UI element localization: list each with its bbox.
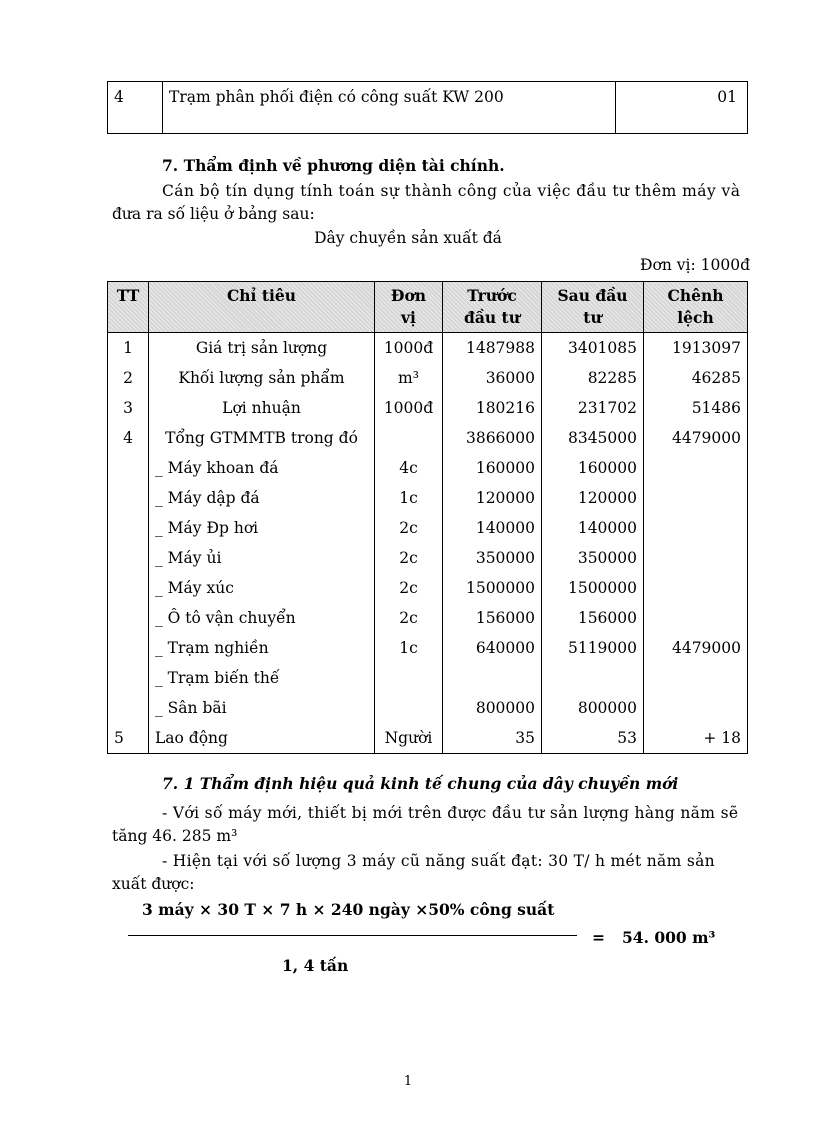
cell-unit: 1c	[375, 633, 443, 663]
cell-name: Giá trị sản lượng	[149, 333, 375, 364]
cell-name: _ Máy ủi	[149, 543, 375, 573]
equipment-table-fragment	[107, 81, 748, 134]
item-description: Trạm phân phối điện có công suất KW 200	[163, 82, 616, 134]
cell-diff	[644, 453, 748, 483]
formula-denominator: 1, 4 tấn	[282, 956, 349, 975]
cell-unit: 4c	[375, 453, 443, 483]
table-row	[108, 603, 748, 633]
cell-name: _ Trạm nghiền	[149, 633, 375, 663]
cell-after: 156000	[542, 603, 644, 633]
page-number: 1	[403, 1074, 413, 1089]
cell-after: 120000	[542, 483, 644, 513]
cell-before: 35	[443, 723, 542, 754]
cell-name: _ Ô tô vận chuyển	[149, 603, 375, 633]
col-header-after: Sau đầu tư	[542, 282, 644, 333]
cell-unit: 2c	[375, 603, 443, 633]
cell-after: 5119000	[542, 633, 644, 663]
cell-diff	[644, 663, 748, 693]
section-heading: 7. 1 Thẩm định hiệu quả kinh tế chung của dây chuyền mới	[162, 774, 679, 793]
paragraph-line: tăng 46. 285 m³	[112, 827, 238, 845]
cell-name: _ Trạm biến thế	[149, 663, 375, 693]
table-row	[108, 333, 748, 364]
row-number: 4	[108, 82, 163, 134]
unit-label: Đơn vị: 1000đ	[640, 256, 750, 274]
cell-before: 156000	[443, 603, 542, 633]
cell-name: Lao động	[149, 723, 375, 754]
cell-unit: Người	[375, 723, 443, 754]
col-header-name: Chỉ tiêu	[149, 282, 375, 333]
table-row	[108, 82, 748, 134]
cell-after: 350000	[542, 543, 644, 573]
col-header-diff: Chênh lệch	[644, 282, 748, 333]
col-header-tt: TT	[108, 282, 149, 333]
cell-before: 120000	[443, 483, 542, 513]
col-header-unit: Đơn vị	[375, 282, 443, 333]
cell-diff: 4479000	[644, 423, 748, 453]
table-row	[108, 723, 748, 754]
cell-before: 800000	[443, 693, 542, 723]
cell-tt: 5	[108, 723, 149, 754]
cell-tt	[108, 693, 149, 723]
section-heading: 7. Thẩm định về phương diện tài chính.	[162, 156, 505, 175]
cell-after	[542, 663, 644, 693]
cell-name: Lợi nhuận	[149, 393, 375, 423]
formula-result: 54. 000 m³	[622, 928, 716, 947]
cell-diff	[644, 543, 748, 573]
cell-after: 1500000	[542, 573, 644, 603]
table-row	[108, 633, 748, 663]
table-row	[108, 543, 748, 573]
cell-unit: 2c	[375, 543, 443, 573]
cell-diff: + 18	[644, 723, 748, 754]
cell-before: 180216	[443, 393, 542, 423]
cell-diff: 46285	[644, 363, 748, 393]
paragraph-line: đưa ra số liệu ở bảng sau:	[112, 205, 315, 223]
table-row	[108, 423, 748, 453]
cell-tt: 4	[108, 423, 149, 453]
cell-before: 36000	[443, 363, 542, 393]
cell-tt: 1	[108, 333, 149, 364]
table-row	[108, 363, 748, 393]
cell-name: _ Máy xúc	[149, 573, 375, 603]
cell-tt	[108, 633, 149, 663]
cell-before: 1500000	[443, 573, 542, 603]
cell-diff	[644, 693, 748, 723]
cell-tt	[108, 603, 149, 633]
cell-tt	[108, 453, 149, 483]
cell-after: 82285	[542, 363, 644, 393]
cell-tt: 3	[108, 393, 149, 423]
cell-unit: 2c	[375, 573, 443, 603]
cell-tt: 2	[108, 363, 149, 393]
cell-before: 3866000	[443, 423, 542, 453]
cell-diff: 51486	[644, 393, 748, 423]
cell-name: _ Máy khoan đá	[149, 453, 375, 483]
cell-name: Khối lượng sản phẩm	[149, 363, 375, 393]
paragraph-line: - Với số máy mới, thiết bị mới trên được đầu tư sản lượng hàng năm sẽ	[162, 804, 739, 822]
cell-diff	[644, 573, 748, 603]
table-row	[108, 393, 748, 423]
cell-before: 350000	[443, 543, 542, 573]
cell-name: _ Sân bãi	[149, 693, 375, 723]
item-quantity: 01	[616, 82, 748, 134]
cell-after: 53	[542, 723, 644, 754]
cell-diff	[644, 603, 748, 633]
cell-before: 140000	[443, 513, 542, 543]
table-row	[108, 693, 748, 723]
cell-unit	[375, 693, 443, 723]
cell-before: 160000	[443, 453, 542, 483]
table-header-row	[108, 282, 748, 333]
cell-name: _ Máy Đp hơi	[149, 513, 375, 543]
formula-numerator: 3 máy × 30 T × 7 h × 240 ngày ×50% công suất	[142, 900, 555, 919]
cell-diff	[644, 513, 748, 543]
cell-name: _ Máy dập đá	[149, 483, 375, 513]
cell-tt	[108, 573, 149, 603]
table-row	[108, 483, 748, 513]
cell-unit: 1000đ	[375, 333, 443, 364]
paragraph-line: Cán bộ tín dụng tính toán sự thành công của việc đầu tư thêm máy và	[162, 182, 741, 200]
cell-diff	[644, 483, 748, 513]
paragraph-line: - Hiện tại với số lượng 3 máy cũ năng suất đạt: 30 T/ h mét năm sản	[162, 852, 715, 870]
cell-after: 8345000	[542, 423, 644, 453]
cell-unit: m³	[375, 363, 443, 393]
cell-before	[443, 663, 542, 693]
cell-unit: 1000đ	[375, 393, 443, 423]
cell-tt	[108, 663, 149, 693]
cell-tt	[108, 513, 149, 543]
cell-after: 3401085	[542, 333, 644, 364]
cell-after: 800000	[542, 693, 644, 723]
cell-unit	[375, 663, 443, 693]
cell-after: 140000	[542, 513, 644, 543]
table-row	[108, 663, 748, 693]
formula-equals: =	[592, 928, 605, 947]
cell-before: 1487988	[443, 333, 542, 364]
cell-diff: 4479000	[644, 633, 748, 663]
fraction-line	[128, 935, 577, 936]
table-title: Dây chuyền sản xuất đá	[314, 229, 502, 247]
cell-tt	[108, 543, 149, 573]
cell-diff: 1913097	[644, 333, 748, 364]
cell-before: 640000	[443, 633, 542, 663]
cell-unit	[375, 423, 443, 453]
cell-name: Tổng GTMMTB trong đó	[149, 423, 375, 453]
table-row	[108, 453, 748, 483]
cell-after: 160000	[542, 453, 644, 483]
table-row	[108, 513, 748, 543]
col-header-before: Trước đầu tư	[443, 282, 542, 333]
financial-table	[107, 281, 748, 754]
cell-after: 231702	[542, 393, 644, 423]
cell-unit: 1c	[375, 483, 443, 513]
table-row	[108, 573, 748, 603]
cell-unit: 2c	[375, 513, 443, 543]
paragraph-line: xuất được:	[112, 875, 195, 893]
cell-tt	[108, 483, 149, 513]
